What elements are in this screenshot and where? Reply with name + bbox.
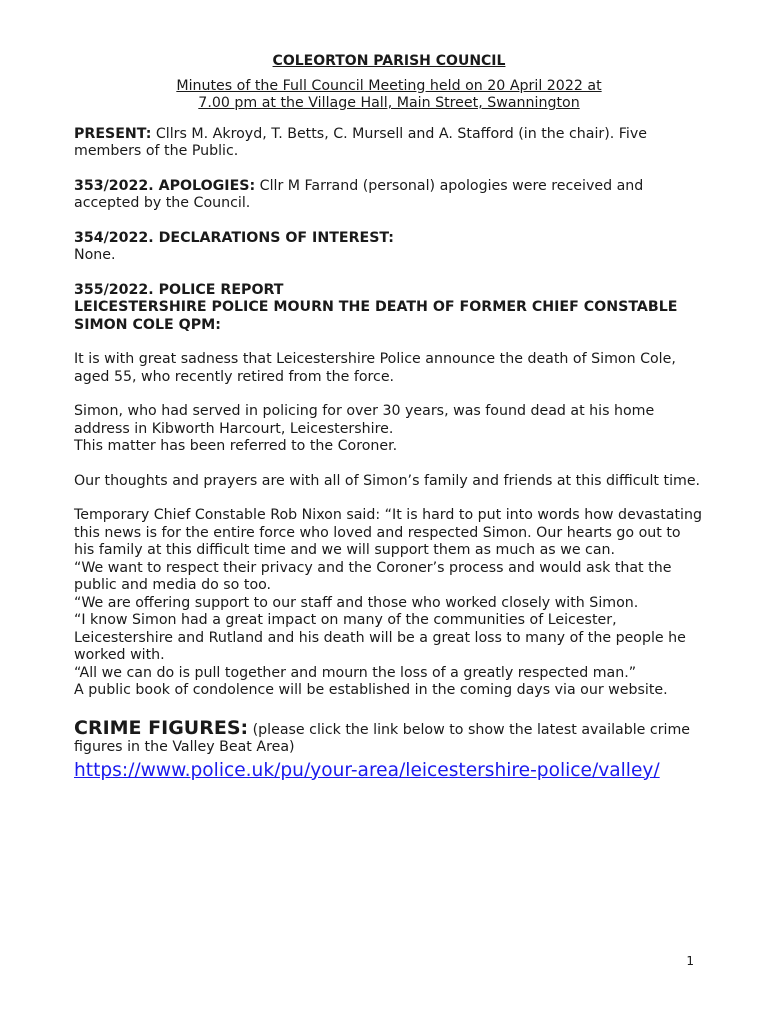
page-number: 1 (686, 954, 694, 968)
crime-figures-text: (please click the link below to show the latest available crime figures in the Valley Beat Area) (74, 721, 691, 755)
crime-figures-section (74, 716, 704, 783)
crime-figures-heading: CRIME FIGURES: (74, 716, 249, 739)
police-report-para3: Our thoughts and prayers are with all of Simon’s family and friends at this difficult time. (74, 472, 701, 489)
present-label: PRESENT: (74, 125, 152, 142)
quote-paragraph-3: “We are offering support to our staff and those who worked closely with Simon. (74, 594, 639, 611)
apologies-text: Cllr M Farrand (personal) apologies were received and accepted by the Council. (74, 177, 644, 211)
police-report-subheading: LEICESTERSHIRE POLICE MOURN THE DEATH OF FORMER CHIEF CONSTABLE SIMON COLE QPM: (74, 299, 678, 333)
apologies-label: 353/2022. APOLOGIES: (74, 177, 256, 194)
quote-paragraph-1: Temporary Chief Constable Rob Nixon said: “It is hard to put into words how devastating this news is for the entire force who loved and respected Simon. Our hearts go out to his family at this difficult time and we will support them as much as we can. (74, 507, 702, 558)
police-report-heading: 355/2022. POLICE REPORT (74, 281, 284, 298)
declarations-text: None. (74, 247, 116, 263)
declarations-label: 354/2022. DECLARATIONS OF INTEREST: (74, 229, 394, 246)
police-report-para1: It is with great sadness that Leicestershire Police announce the death of Simon Cole, aged 55, who recently retired from the force. (74, 351, 676, 385)
police-report-para2-line1: Simon, who had served in policing for over 30 years, was found dead at his home address in Kibworth Harcourt, Leicestershire. (74, 403, 655, 437)
police-report-heading-block (74, 282, 704, 335)
apologies-section (74, 178, 704, 213)
present-text: Cllrs M. Akroyd, T. Betts, C. Mursell and A. Stafford (in the chair). Five members of the Public. (74, 125, 647, 159)
meeting-subtitle-line2: 7.00 pm at the Village Hall, Main Street, Swannington (198, 95, 580, 111)
police-report-quotes (74, 507, 704, 700)
document-content (74, 53, 704, 783)
present-section (74, 126, 704, 161)
meeting-subtitle (74, 78, 704, 113)
police-report-para2 (74, 403, 704, 456)
crime-figures-link[interactable]: https://www.police.uk/pu/your-area/leicestershire-police/valley/ (74, 759, 660, 781)
quote-paragraph-5: “All we can do is pull together and mourn the loss of a greatly respected man.” (74, 664, 637, 681)
meeting-subtitle-line1: Minutes of the Full Council Meeting held on 20 April 2022 at (176, 77, 602, 94)
crime-figures-intro (74, 716, 704, 757)
quote-paragraph-4: “I know Simon had a great impact on many of the communities of Leicester, Leicestershire and Rutland and his death will be a great loss to many of the people he worked with. (74, 612, 686, 663)
council-title: COLEORTON PARISH COUNCIL (272, 53, 506, 69)
police-report-para2-line2: This matter has been referred to the Coroner. (74, 438, 398, 454)
quote-paragraph-2: “We want to respect their privacy and the Coroner’s process and would ask that the public and media do so too. (74, 559, 672, 593)
quote-paragraph-6: A public book of condolence will be established in the coming days via our website. (74, 682, 668, 698)
declarations-section (74, 230, 704, 265)
